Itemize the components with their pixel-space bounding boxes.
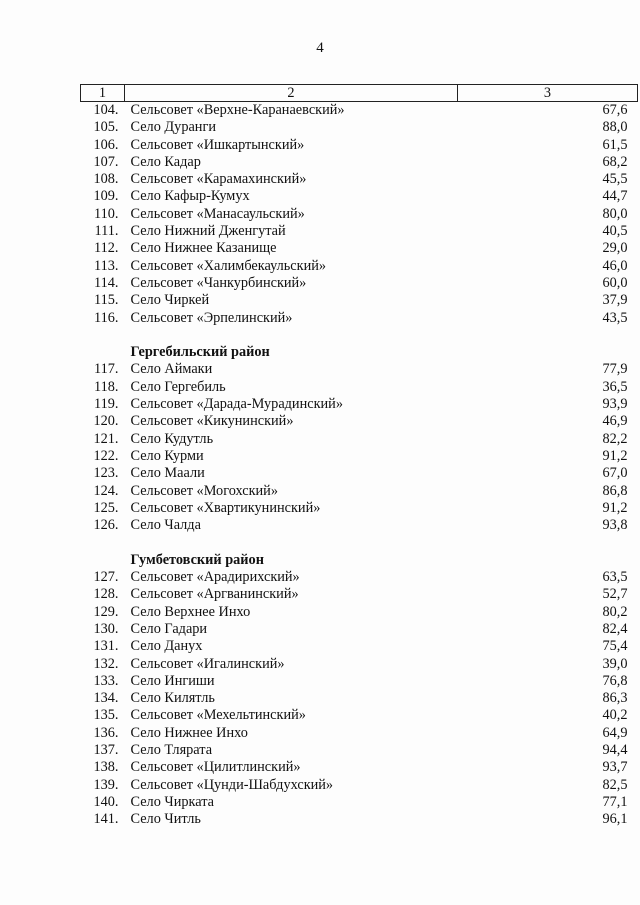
row-value: 43,5 — [602, 309, 628, 326]
settlement-name: Село Килятль — [130, 690, 215, 707]
settlement-name: Сельсовет «Эрпелинский» — [130, 309, 293, 326]
settlement-name: Село Нижнее Казанище — [130, 240, 277, 257]
header-col-2: 2 — [125, 85, 458, 102]
row-value: 93,9 — [602, 396, 628, 413]
row-number: 116. — [94, 309, 119, 326]
settlement-name: Сельсовет «Аргванинский» — [130, 586, 299, 603]
settlement-name: Село Нижний Дженгутай — [130, 223, 286, 240]
settlement-name: Село Данух — [130, 638, 203, 655]
row-number: 125. — [93, 499, 119, 516]
settlement-name: Сельсовет «Кикунинский» — [130, 413, 294, 430]
district-heading-row — [81, 344, 638, 361]
table-row — [81, 517, 638, 534]
row-number: 113. — [94, 257, 119, 274]
row-value: 37,9 — [602, 292, 628, 309]
row-number: 136. — [93, 724, 119, 741]
row-value: 67,0 — [602, 465, 628, 482]
table-row — [81, 604, 638, 621]
table-row — [81, 223, 638, 240]
row-value: 80,0 — [602, 205, 628, 222]
settlement-name: Село Чирката — [130, 793, 214, 810]
row-number: 130. — [93, 620, 119, 637]
table-row — [81, 794, 638, 811]
settlement-name: Село Гадари — [130, 620, 208, 637]
table-body — [81, 102, 638, 829]
settlement-name: Сельсовет «Цилитлинский» — [130, 759, 301, 776]
spacer-row — [81, 534, 638, 551]
row-number: 124. — [93, 482, 119, 499]
row-number: 138. — [93, 759, 119, 776]
settlement-name: Сельсовет «Чанкурбинский» — [130, 274, 307, 291]
row-value: 80,2 — [602, 603, 628, 620]
settlement-name: Сельсовет «Арадирихский» — [130, 569, 300, 586]
settlement-name: Село Ингиши — [130, 672, 215, 689]
table-row — [81, 154, 638, 171]
settlement-name: Село Нижнее Инхо — [130, 724, 248, 741]
row-value: 82,4 — [602, 620, 628, 637]
settlement-name: Село Аймаки — [130, 361, 213, 378]
settlement-name: Село Маали — [130, 465, 205, 482]
settlement-name: Село Кудутль — [130, 430, 214, 447]
row-value: 96,1 — [602, 811, 628, 828]
settlement-name: Сельсовет «Карамахинский» — [130, 171, 307, 188]
row-value: 68,2 — [602, 153, 628, 170]
row-number: 132. — [93, 655, 119, 672]
row-value: 91,2 — [602, 447, 628, 464]
row-number: 105. — [93, 119, 119, 136]
table-row — [81, 465, 638, 482]
table-row — [81, 777, 638, 794]
row-value: 44,7 — [602, 188, 628, 205]
row-number: 127. — [93, 569, 119, 586]
table-row — [81, 742, 638, 759]
header-col-3: 3 — [458, 85, 638, 102]
settlement-name: Село Тлярата — [130, 741, 213, 758]
table-row — [81, 102, 638, 120]
row-number: 141. — [93, 811, 119, 828]
row-number: 117. — [94, 361, 119, 378]
row-value: 93,8 — [602, 517, 628, 534]
table-row — [81, 396, 638, 413]
settlement-name: Сельсовет «Манасаульский» — [130, 205, 305, 222]
settlement-name: Село Кадар — [130, 153, 201, 170]
row-value: 36,5 — [602, 378, 628, 395]
row-number: 109. — [93, 188, 119, 205]
settlement-name: Село Чалда — [130, 517, 201, 534]
row-number: 137. — [93, 741, 119, 758]
settlement-name: Сельсовет «Ишкартынский» — [130, 136, 305, 153]
table-row — [81, 379, 638, 396]
row-number: 135. — [93, 707, 119, 724]
row-value: 40,5 — [602, 223, 628, 240]
row-number: 122. — [93, 447, 119, 464]
settlements-table — [80, 84, 638, 828]
row-number: 106. — [93, 136, 119, 153]
row-value: 75,4 — [602, 638, 628, 655]
district-title: Гумбетовский район — [130, 551, 264, 568]
header-col-1: 1 — [81, 85, 125, 102]
row-number: 131. — [93, 638, 119, 655]
table-row — [81, 310, 638, 327]
spacer-row — [81, 327, 638, 344]
settlement-name: Сельсовет «Верхне-Каранаевский» — [130, 102, 345, 118]
table-row — [81, 638, 638, 655]
table-row — [81, 569, 638, 586]
row-value: 77,9 — [602, 361, 628, 378]
row-value: 46,0 — [602, 257, 628, 274]
row-value: 86,3 — [602, 690, 628, 707]
row-number: 126. — [93, 517, 119, 534]
row-value: 52,7 — [602, 586, 628, 603]
row-number: 128. — [93, 586, 119, 603]
page-number: 4 — [316, 40, 324, 56]
table-row — [81, 431, 638, 448]
table-row — [81, 673, 638, 690]
table-row — [81, 811, 638, 828]
row-value: 46,9 — [602, 413, 628, 430]
row-value: 64,9 — [602, 724, 628, 741]
settlement-name: Село Читль — [130, 811, 201, 828]
row-number: 104. — [93, 102, 119, 118]
settlement-name: Сельсовет «Халимбекаульский» — [130, 257, 327, 274]
table-row — [81, 725, 638, 742]
row-value: 29,0 — [602, 240, 628, 257]
row-value: 94,4 — [602, 741, 628, 758]
row-value: 86,8 — [602, 482, 628, 499]
table-row — [81, 690, 638, 707]
row-number: 134. — [93, 690, 119, 707]
table-row — [81, 448, 638, 465]
table-row — [81, 292, 638, 309]
table-row — [81, 240, 638, 257]
table-header-row — [81, 85, 638, 102]
row-value: 61,5 — [602, 136, 628, 153]
row-value: 67,6 — [602, 102, 628, 118]
row-value: 91,2 — [602, 499, 628, 516]
settlement-name: Село Кафыр-Кумух — [130, 188, 250, 205]
row-number: 110. — [94, 205, 119, 222]
row-number: 115. — [94, 292, 119, 309]
row-number: 111. — [94, 223, 119, 240]
row-number: 119. — [94, 396, 119, 413]
row-value: 82,5 — [602, 776, 628, 793]
settlement-name: Сельсовет «Хвартикунинский» — [130, 499, 321, 516]
row-value: 39,0 — [602, 655, 628, 672]
table-row — [81, 361, 638, 378]
row-number: 118. — [94, 378, 119, 395]
row-number: 108. — [93, 171, 119, 188]
row-value: 40,2 — [602, 707, 628, 724]
table-row — [81, 206, 638, 223]
row-value: 77,1 — [602, 793, 628, 810]
row-number: 120. — [93, 413, 119, 430]
row-number: 123. — [93, 465, 119, 482]
table-row — [81, 119, 638, 136]
row-value: 88,0 — [602, 119, 628, 136]
table-row — [81, 759, 638, 776]
table-row — [81, 707, 638, 724]
settlement-name: Село Дуранги — [130, 119, 216, 136]
settlement-name: Сельсовет «Могохский» — [130, 482, 278, 499]
settlement-name: Сельсовет «Игалинский» — [130, 655, 285, 672]
row-value: 60,0 — [602, 274, 628, 291]
row-value: 63,5 — [602, 569, 628, 586]
table-row — [81, 656, 638, 673]
row-number: 139. — [93, 776, 119, 793]
row-number: 140. — [93, 793, 119, 810]
settlement-name: Сельсовет «Мехельтинский» — [130, 707, 306, 724]
table-row — [81, 500, 638, 517]
row-number: 121. — [93, 430, 119, 447]
district-title: Гергебильский район — [130, 344, 270, 361]
settlement-name: Село Чиркей — [130, 292, 210, 309]
table-row — [81, 137, 638, 154]
table-row — [81, 621, 638, 638]
row-value: 82,2 — [602, 430, 628, 447]
table-row — [81, 275, 638, 292]
row-number: 129. — [93, 603, 119, 620]
row-value: 76,8 — [602, 672, 628, 689]
row-value: 93,7 — [602, 759, 628, 776]
settlement-name: Село Курми — [130, 447, 204, 464]
settlement-name: Сельсовет «Цунди-Шабдухский» — [130, 776, 334, 793]
settlement-name: Село Гергебиль — [130, 378, 226, 395]
table-row — [81, 258, 638, 275]
row-value: 45,5 — [602, 171, 628, 188]
table-row — [81, 188, 638, 205]
table-row — [81, 586, 638, 603]
row-number: 133. — [93, 672, 119, 689]
settlement-name: Село Верхнее Инхо — [130, 603, 251, 620]
row-number: 114. — [94, 274, 119, 291]
row-number: 112. — [94, 240, 119, 257]
table-row — [81, 171, 638, 188]
table-row — [81, 413, 638, 430]
district-heading-row — [81, 552, 638, 569]
table-row — [81, 483, 638, 500]
row-number: 107. — [93, 153, 119, 170]
settlement-name: Сельсовет «Дарада-Мурадинский» — [130, 396, 343, 413]
